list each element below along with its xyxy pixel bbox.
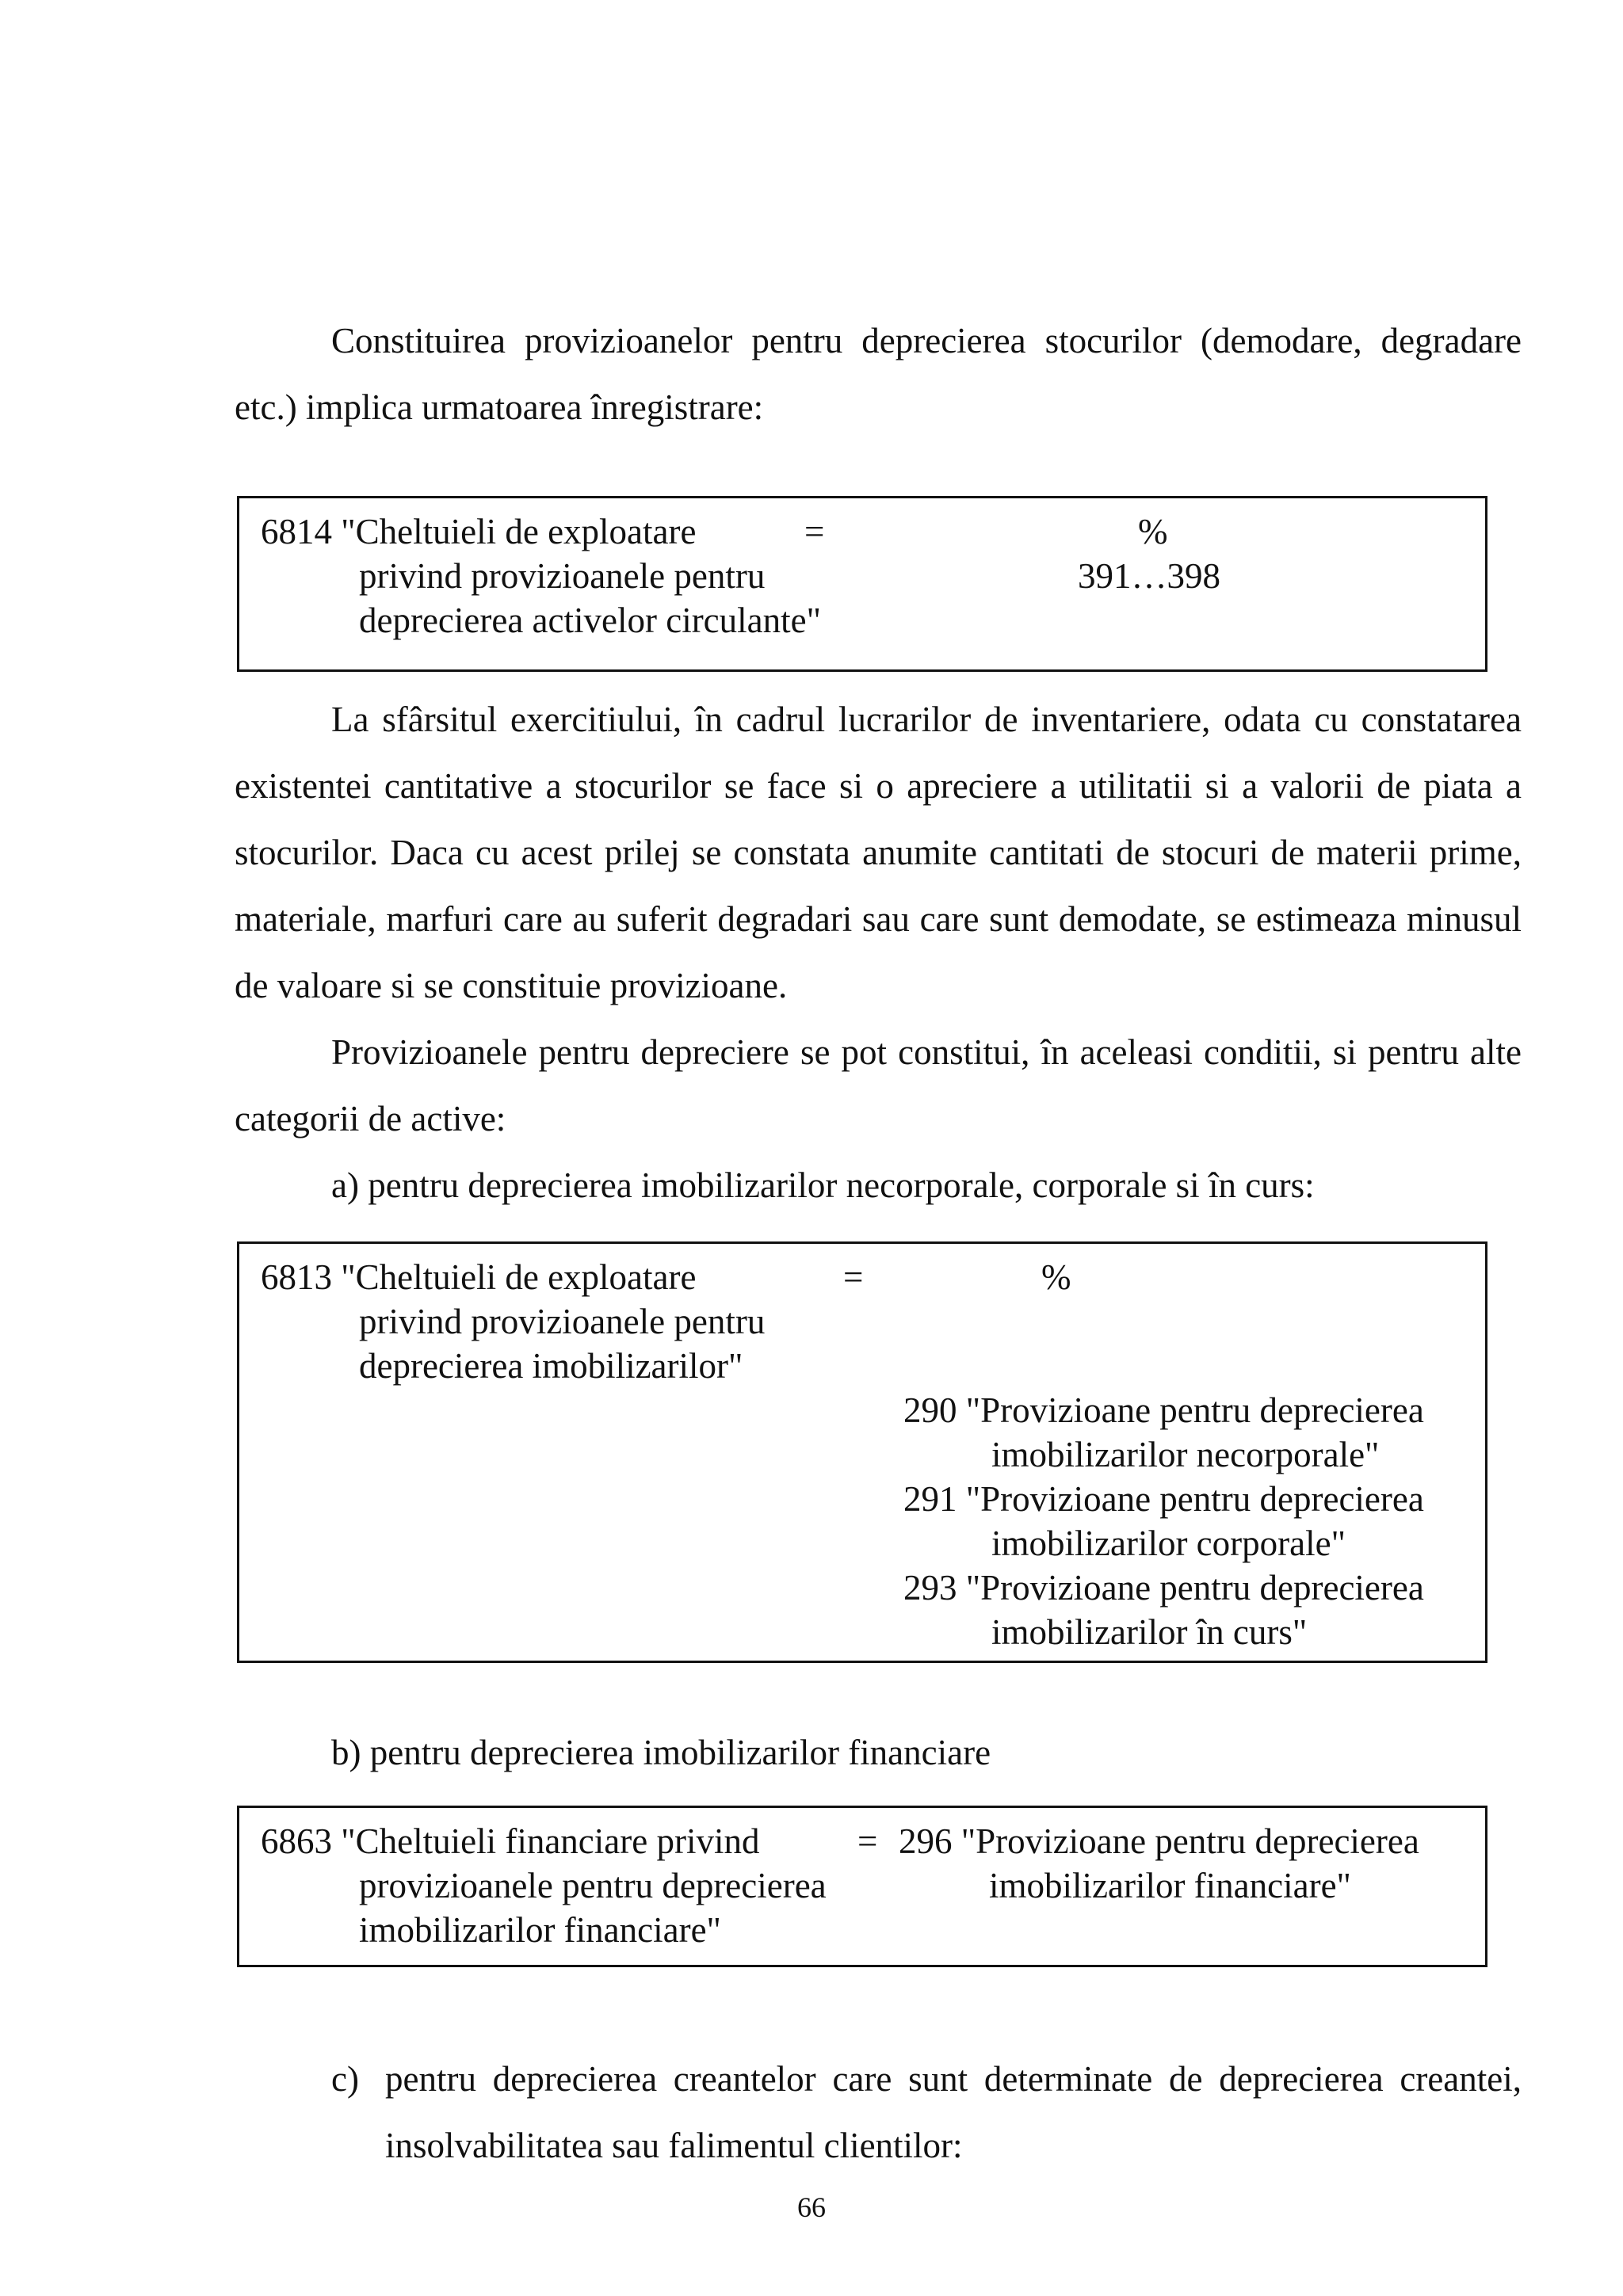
credit-291-line-2: imobilizarilor corporale": [991, 1524, 1346, 1563]
debit-account-line-2: privind provizioanele pentru: [359, 1302, 766, 1341]
item-b: b) pentru deprecierea imobilizarilor financiare: [331, 1733, 991, 1772]
paragraph-2: La sfârsitul exercitiului, în cadrul lucrarilor de inventariere, odata cu constatarea existentei cantitative a stocurilor se face si o apreciere a utilitatii si a valorii de piata a stocurilor. Daca cu acest prilej se constata anumite cantitati de stocuri de materii prime, materiale, marfuri care au suferit degradari sau care sunt demodate, se estimeaza minusul de valoare si se constituie provizioane.: [235, 700, 1522, 1005]
credit-293-line-2: imobilizarilor în curs": [991, 1612, 1308, 1652]
credit-293-line-1: 293 "Provizioane pentru deprecierea: [903, 1568, 1424, 1608]
credit-account-line-2: imobilizarilor financiare": [989, 1866, 1351, 1905]
debit-account-line-3: imobilizarilor financiare": [359, 1910, 721, 1950]
credit-291-line-1: 291 "Provizioane pentru deprecierea: [903, 1479, 1424, 1519]
debit-account-line-1: 6813 "Cheltuieli de exploatare: [261, 1257, 697, 1297]
equals-sign: =: [843, 1257, 864, 1297]
equals-sign: =: [857, 1821, 878, 1861]
credit-290-line-2: imobilizarilor necorporale": [991, 1435, 1380, 1474]
item-c: [331, 2046, 1522, 2179]
item-c-text: pentru deprecierea creantelor care sunt determinate de deprecierea creantei, insolvabilitatea sau falimentul clientilor:: [385, 2059, 1522, 2165]
debit-account-line-3: deprecierea activelor circulante": [359, 601, 821, 640]
debit-account-line-3: deprecierea imobilizarilor": [359, 1346, 743, 1386]
credit-percent: %: [1138, 512, 1168, 551]
debit-account-line-2: provizioanele pentru deprecierea: [359, 1866, 827, 1905]
debit-account-line-1: 6814 "Cheltuieli de exploatare: [261, 512, 697, 551]
paragraph-3: Provizioanele pentru depreciere se pot constitui, în aceleasi conditii, si pentru alte categorii de active:: [235, 1032, 1522, 1138]
item-a: a) pentru deprecierea imobilizarilor necorporale, corporale si în curs:: [331, 1165, 1315, 1205]
debit-account-line-1: 6863 "Cheltuieli financiare privind: [261, 1821, 760, 1861]
equals-sign: =: [804, 512, 825, 551]
page-number: 66: [797, 2191, 826, 2223]
credit-account-line-1: 296 "Provizioane pentru deprecierea: [899, 1821, 1419, 1861]
credit-account-range: 391…398: [1078, 556, 1220, 596]
accounting-entry-6863: [237, 1806, 1487, 1967]
paragraph-1: Constituirea provizioanelor pentru deprecierea stocurilor (demodare, degradare etc.) implica urmatoarea înregistrare:: [235, 321, 1522, 427]
accounting-entry-6813: [237, 1241, 1487, 1663]
debit-account-line-2: privind provizioanele pentru: [359, 556, 766, 596]
item-c-label: c): [331, 2059, 359, 2099]
credit-percent: %: [1041, 1257, 1071, 1297]
accounting-entry-6814: [237, 496, 1487, 672]
credit-290-line-1: 290 "Provizioane pentru deprecierea: [903, 1390, 1424, 1430]
